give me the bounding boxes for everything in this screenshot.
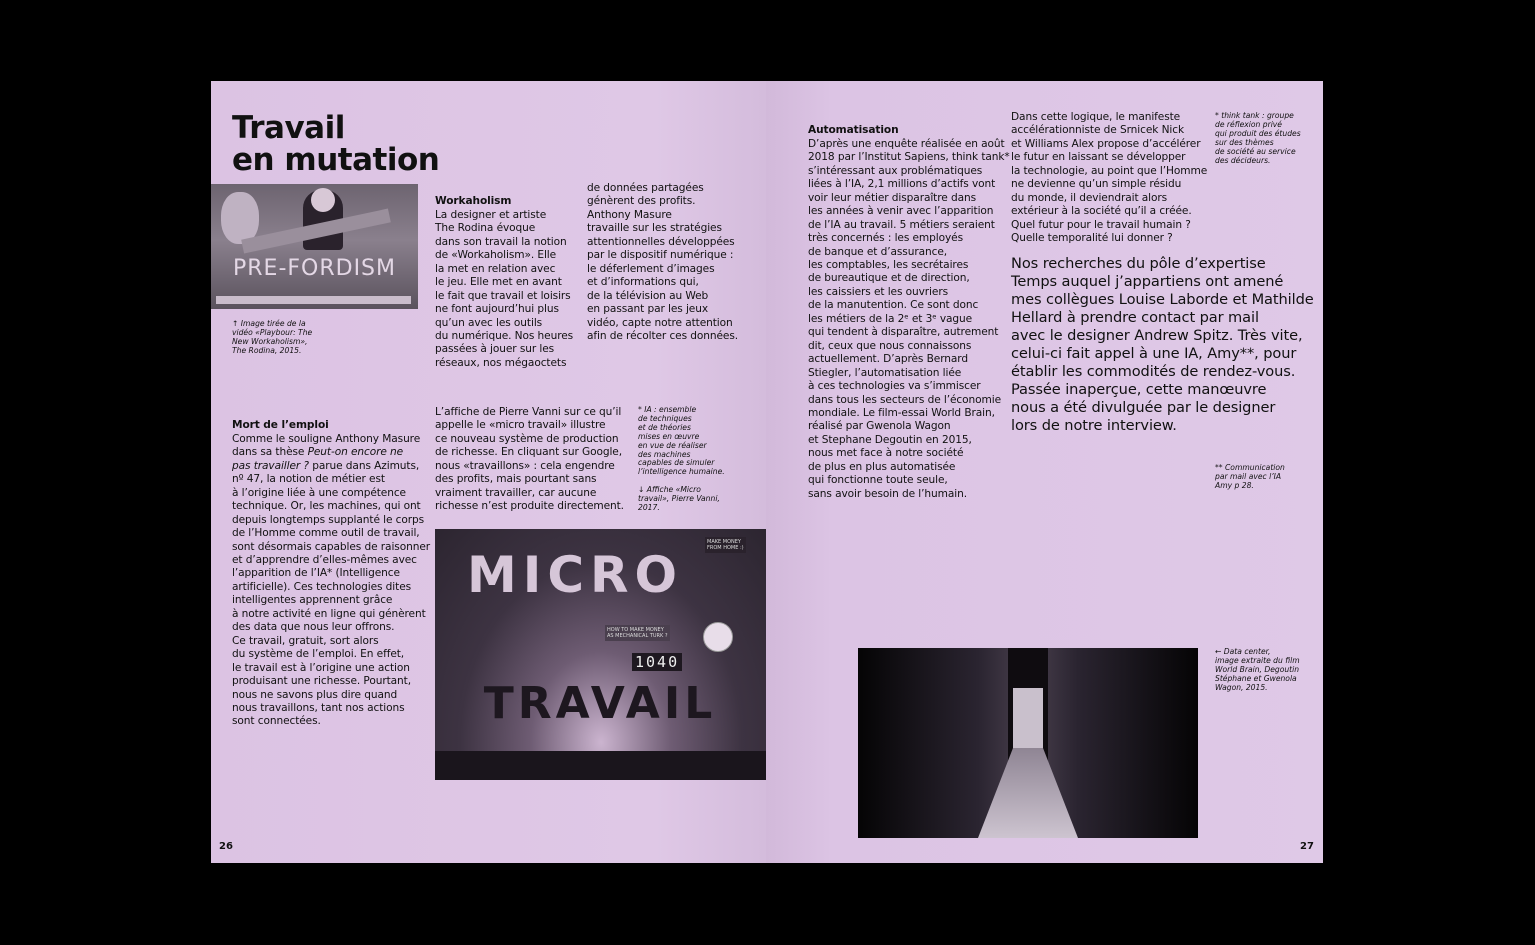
page-number: 27 xyxy=(1300,841,1314,852)
mort-de-emploi-section xyxy=(232,406,432,729)
workaholism-column-1 xyxy=(435,182,573,370)
workaholism-column-2: de données partagées génèrent des profits. Anthony Masure travaille sur les stratégies attentionnelles développées par le dispositif numérique : le déferlement d’images et d’informations qui, de la télévision au Web en passant par les jeux vidéo, capte notre attention afin de récolter ces données. xyxy=(587,182,739,342)
body-text: La designer et artiste The Rodina évoque dans son travail la notion de «Workaholism». Elle la met en relation avec le jeu. Elle met en avant le fait que travail et loisirs ne font aujourd’hui plus qu’un avec les outils du numérique. Nos heures passées à jouer sur les réseaux, nos mégaoctets xyxy=(435,208,574,369)
poster-word-travail: TRAVAIL xyxy=(483,678,717,729)
data-center-caption: ← Data center, image extraite du film World Brain, Degoutin Stéphane et Gwenola Wagon, 2015. xyxy=(1215,647,1300,692)
think-tank-footnote: * think tank : groupe de réflexion privé qui produit des études sur des thèmes de société au service des décideurs. xyxy=(1215,111,1301,165)
automatisation-section xyxy=(808,111,1010,501)
thesis-title: Peut-on encore ne pas travailler ? xyxy=(232,446,404,472)
body-text: Comme le souligne Anthony Masure dans sa thèse xyxy=(232,432,421,459)
page-number: 26 xyxy=(219,841,233,852)
section-heading: Mort de l’emploi xyxy=(232,419,329,432)
poster-label: HOW TO MAKE MONEY AS MECHANICAL TURK ? xyxy=(607,627,668,639)
pull-text: Nos recherches du pôle d’expertise Temps auquel j’appartiens ont amené mes collègues Louise Laborde et Mathilde Hellard à prendre contact par mail avec le designer Andrew Spitz. Très vite, celui-ci fait appel à une IA, Amy**, pour établir les commodités de rendez-vous. Passée inaperçue, cette manœuvre nous a été divulguée par le designer lors de notre interview. xyxy=(1011,255,1314,434)
poster-caption: ↓ Affiche «Micro travail», Pierre Vanni, 2017. xyxy=(638,485,720,512)
data-center-image xyxy=(858,648,1198,838)
body-text: parue dans Azimuts, nº 47, la notion de métier est à l’origine liée à une compétence technique. Or, les machines, qui ont depuis longtemps supplanté le corps de l’Homme comme outil de travail, sont désormais capables de raisonner et d’apprendre d’elles-mêmes avec l’apparition de l’IA* (Intelligence artificielle). Ces technologies dites intelligentes apprennent grâce à notre activité en ligne qui génèrent des data que nous leur offrons. Ce travail, gratuit, sort alors du système de l’emploi. En effet, le travail est à l’origine une action produisant une richesse. Pourtant, nous ne savons plus dire quand nous travaillons, tant nos actions sont connectées. xyxy=(232,459,430,728)
left-page xyxy=(211,81,766,863)
article-title: Travail en mutation xyxy=(232,110,440,178)
poster-word-micro: MICRO xyxy=(466,546,684,604)
image-overlay-text: PRE-FORDISM xyxy=(232,256,397,281)
poster-counter: 1040 xyxy=(632,653,682,671)
ia-footnote: * IA : ensemble de techniques et de théories mises en œuvre en vue de réaliser des machines capables de simuler l’intelligence humaine. xyxy=(638,405,725,477)
image-caption: ↑ Image tirée de la vidéo «Playbour: The New Workaholism», The Rodina, 2015. xyxy=(232,319,313,355)
body-text: D’après une enquête réalisée en août 2018 par l’Institut Sapiens, think tank* s’intéressant aux problématiques liées à l’IA, 2,1 millions d’actifs vont voir leur métier disparaître dans les années à venir avec l’apparition de l’IA au travail. 5 métiers seraient très concernés : les employés de banque et d’assurance, les comptables, les secrétaires de bureautique et de direction, les caissiers et les ouvriers de la manutention. Ce sont donc les métiers de la 2ᵉ et 3ᵉ vague qui tendent à disparaître, autrement dit, ceux que nous connaissons actuellement. D’après Bernard Stiegler, l’automatisation liée à ces technologies va s’immiscer dans tous les secteurs de l’économie mondiale. Le film-essai World Brain, réalisé par Gwenola Wagon et Stephane Degoutin en 2015, nous met face à notre société de plus en plus automatisée qui fonctionne toute seule, sans avoir besoin de l’humain. xyxy=(808,137,1010,500)
clock-icon xyxy=(703,622,733,652)
poster-label: MAKE MONEY FROM HOME :) xyxy=(707,539,744,551)
section-heading: Workaholism xyxy=(435,195,512,208)
vanni-paragraph: L’affiche de Pierre Vanni sur ce qu’il appelle le «micro travail» illustre ce nouveau système de production de richesse. En cliquant sur Google, nous «travaillons» : cela engendre des profits, mais pourtant sans vraiment travailler, car aucune richesse n’est produite directement. xyxy=(435,406,624,513)
section-heading: Automatisation xyxy=(808,124,899,137)
playbour-video-image xyxy=(211,184,418,309)
amy-footnote: ** Communication par mail avec l’IA Amy p 28. xyxy=(1215,463,1285,490)
micro-travail-poster xyxy=(435,529,767,780)
right-page xyxy=(766,81,1323,863)
logique-paragraph: Dans cette logique, le manifeste accélérationniste de Srnicek Nick et Williams Alex propose d’accélérer le futur en laissant se développer la technologie, au point que l’Homme ne devienne qu’un simple résidu du monde, il deviendrait alors extérieur à la société qu’il a créée. Quel futur pour le travail humain ? Quelle temporalité lui donner ? xyxy=(1011,111,1208,245)
